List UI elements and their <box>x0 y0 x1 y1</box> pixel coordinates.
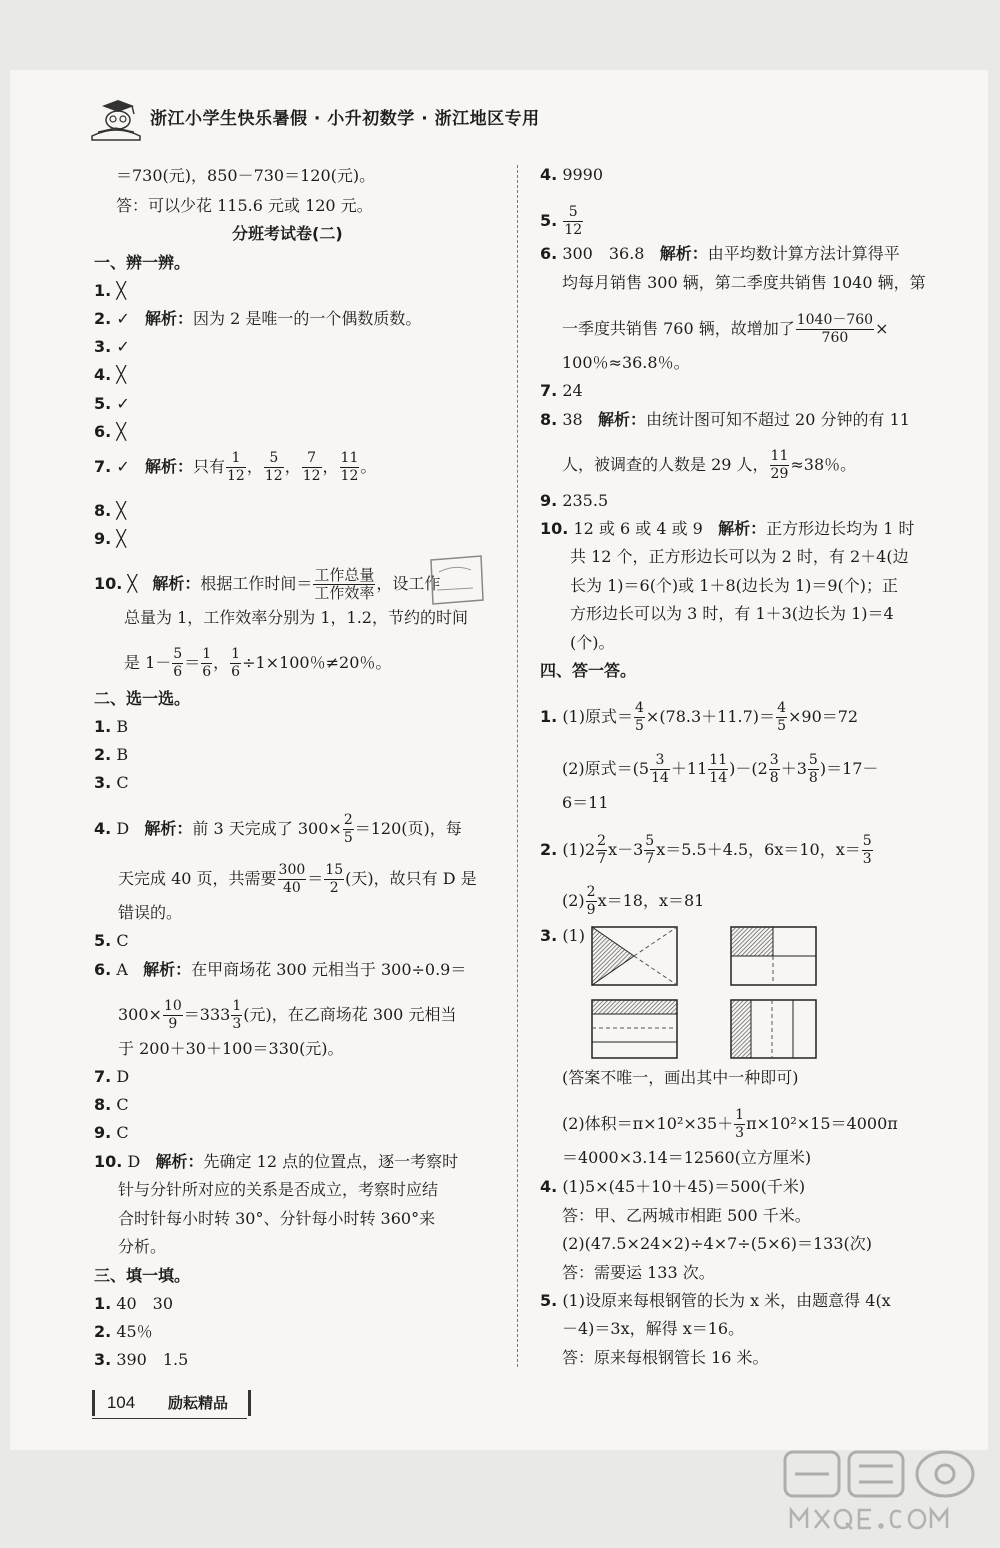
text-fragment: 解析： <box>718 519 767 538</box>
text-fragment: 12 <box>302 468 321 484</box>
text-fragment: )－(2 <box>729 759 768 778</box>
text-line: 方形边长可以为 3 时，有 1＋3(边长为 1)＝4 <box>570 604 894 623</box>
text-fragment: 解析： <box>659 244 708 263</box>
text-fragment: 7 <box>597 851 607 867</box>
text-fragment: 3. <box>94 1350 112 1369</box>
text-fragment: x＝5.5＋4.5，6x＝10，x＝ <box>656 840 861 859</box>
text-fragment: 4 <box>634 700 644 716</box>
text-fragment: 6 <box>173 664 183 680</box>
text-fragment: ✓ <box>116 309 130 328</box>
fraction <box>796 312 874 347</box>
text-fragment: 8. <box>94 1095 112 1114</box>
answer-item <box>94 959 466 981</box>
text-fragment: 工作总量 <box>314 566 375 584</box>
text-fragment: 2 <box>586 884 596 900</box>
text-fragment: 29 <box>770 466 789 482</box>
text-fragment: 解析： <box>144 457 193 476</box>
text-fragment: 1. <box>540 707 558 726</box>
fraction <box>226 450 246 485</box>
text-fragment: (1)设原来每根钢管的长为 x 米，由题意得 4(x <box>562 1291 891 1310</box>
answer-item <box>94 716 128 738</box>
text-fragment: ＝120(页)，每 <box>354 819 462 838</box>
text-fragment: 7. <box>94 457 112 476</box>
text-fragment: ╳ <box>116 422 126 441</box>
text-fragment: 7. <box>540 381 558 400</box>
text-fragment: ✓ <box>116 394 130 413</box>
text-fragment: ╳ <box>116 365 126 384</box>
text-fragment: 9990 <box>562 165 604 184</box>
text-fragment: 6. <box>94 960 112 979</box>
text-fragment: x－3 <box>608 840 644 859</box>
section-heading: 二、选一选。 <box>94 689 191 708</box>
column-divider <box>517 165 518 1367</box>
text-fragment: (1)2 <box>562 840 596 859</box>
text-fragment: ＋11 <box>670 759 708 778</box>
answer-item <box>94 772 129 794</box>
text-fragment: ＝333 <box>183 1005 231 1024</box>
text-fragment: C <box>116 1123 129 1142</box>
answer-item <box>540 409 910 431</box>
text-fragment: 45％ <box>116 1322 153 1341</box>
text-fragment: 1 <box>226 450 246 468</box>
text-line: (个)。 <box>570 633 615 652</box>
fraction <box>734 1107 745 1142</box>
page-number: 104 <box>92 1390 147 1416</box>
text-line <box>562 752 878 787</box>
text-fragment: 7. <box>94 1067 112 1086</box>
text-fragment: 3. <box>94 773 112 792</box>
answer-item <box>94 500 126 522</box>
fraction <box>201 646 212 681</box>
answer-item <box>540 833 874 868</box>
text-line: 均每月销售 300 辆，第二季度共销售 1040 辆，第 <box>562 273 926 292</box>
text-fragment: 1 <box>232 998 242 1014</box>
text-fragment: ＝ <box>307 869 324 888</box>
text-line <box>562 312 888 347</box>
text-fragment: 解析： <box>155 1152 204 1171</box>
answer-item <box>540 164 603 186</box>
text-fragment: 2 <box>329 880 339 896</box>
text-fragment: ≈38％。 <box>790 455 857 474</box>
text-fragment: 6 <box>202 664 212 680</box>
answer-item <box>94 450 376 485</box>
text-line: 针与分针所对应的关系是否成立，考察时应结 <box>118 1180 439 1199</box>
text-line <box>562 884 704 919</box>
text-fragment: 15 <box>325 862 344 878</box>
text-fragment: 11 <box>770 448 789 464</box>
answer-item <box>540 380 583 402</box>
text-fragment: (天)，故只有 D 是 <box>345 869 477 888</box>
text-fragment: 人，被调查的人数是 29 人， <box>562 455 769 474</box>
text-line <box>562 1107 898 1142</box>
text-fragment: ， <box>213 653 230 672</box>
text-fragment: 先确定 12 点的位置点，逐一考察时 <box>203 1152 459 1171</box>
text-fragment: 工作效率 <box>314 584 375 602</box>
fraction <box>313 567 375 602</box>
text-fragment: 6 <box>231 664 241 680</box>
text-fragment: 9. <box>94 1123 112 1142</box>
text-fragment: 40 <box>283 880 301 896</box>
fraction <box>302 450 322 485</box>
text-fragment: ╳ <box>116 529 126 548</box>
text-fragment: × <box>875 319 889 338</box>
text-fragment: ＝ <box>184 653 201 672</box>
text-fragment: B <box>116 717 129 736</box>
text-fragment: 5. <box>540 211 558 230</box>
answer-item <box>94 930 129 952</box>
answer-item <box>540 243 900 265</box>
text-line: (2)(47.5×24×2)÷4×7÷(5×6)＝133(次) <box>562 1234 872 1253</box>
text-fragment: 5 <box>173 646 183 662</box>
fraction <box>163 998 183 1033</box>
text-line <box>118 998 456 1033</box>
text-fragment: 10. <box>540 519 569 538</box>
text-fragment: C <box>116 931 129 950</box>
text-fragment: (1)5×(45＋10＋45)＝500(千米) <box>562 1177 806 1196</box>
text-fragment: 40 30 <box>116 1294 174 1313</box>
text-fragment: 2. <box>540 840 558 859</box>
text-line: 错误的。 <box>118 903 183 922</box>
answer-item <box>94 744 128 766</box>
text-fragment: 12 或 6 或 4 或 9 <box>573 519 703 538</box>
text-fragment: 1. <box>94 281 112 300</box>
text-fragment: 1 <box>231 646 241 662</box>
answer-item <box>94 421 126 443</box>
text-line: 答：需要运 133 次。 <box>562 1263 715 1282</box>
text-fragment: 5 <box>645 833 655 849</box>
answer-item <box>94 1349 188 1371</box>
text-fragment: 5 <box>343 830 353 846</box>
text-fragment: 4. <box>94 365 112 384</box>
fraction <box>808 752 819 787</box>
text-fragment: 一季度共销售 760 辆，故增加了 <box>562 319 795 338</box>
text-fragment: D <box>116 819 130 838</box>
fraction <box>770 448 790 483</box>
fraction <box>340 450 360 485</box>
figure-rect-3 <box>592 1000 677 1058</box>
text-fragment: 解析： <box>144 819 193 838</box>
text-fragment: C <box>116 773 129 792</box>
answer-item <box>94 1094 129 1116</box>
text-fragment: 38 <box>562 410 583 429</box>
answer-item <box>94 567 440 602</box>
fraction <box>231 998 242 1033</box>
text-fragment: 300 36.8 <box>562 244 645 263</box>
text-fragment: 3 <box>769 752 779 768</box>
text-fragment: x＝18，x＝81 <box>597 891 705 910</box>
text-fragment: 5 <box>264 450 284 468</box>
text-line: 分析。 <box>118 1237 167 1256</box>
stamp-seal <box>425 550 487 608</box>
text-fragment: 3 <box>232 1016 242 1032</box>
text-fragment: 300 <box>278 862 306 878</box>
text-fragment: 2. <box>94 745 112 764</box>
text-fragment: 解析： <box>144 309 193 328</box>
text-fragment: ， <box>246 457 263 476</box>
text-fragment: 12 <box>264 468 283 484</box>
answer-item <box>94 812 462 847</box>
text-fragment: 5. <box>540 1291 558 1310</box>
text-fragment: 7 <box>645 851 655 867</box>
answer-item <box>540 1176 805 1198</box>
text-fragment: 解析： <box>143 960 192 979</box>
text-line: ＝730(元)，850－730＝120(元)。 <box>116 166 376 185</box>
text-fragment: ×(78.3＋11.7)＝ <box>645 707 776 726</box>
text-fragment: 1 <box>735 1107 745 1123</box>
header-title: 浙江小学生快乐暑假 · 小升初数学 · 浙江地区专用 <box>150 109 540 129</box>
text-fragment: 390 1.5 <box>116 1350 189 1369</box>
text-fragment: 10 <box>163 998 182 1014</box>
text-fragment: 前 3 天完成了 300× <box>192 819 342 838</box>
answer-item <box>540 700 858 735</box>
fraction <box>324 862 344 897</box>
text-fragment: 9. <box>540 491 558 510</box>
text-fragment: 10. <box>94 1152 123 1171</box>
text-fragment: 3. <box>540 926 558 945</box>
text-fragment: 正方形边长均为 1 时 <box>766 519 915 538</box>
fraction <box>278 862 307 897</box>
section-heading: 四、答一答。 <box>540 661 637 680</box>
fraction <box>862 833 873 868</box>
text-line <box>118 862 477 897</box>
text-fragment: (2)原式＝(5 <box>562 759 650 778</box>
fraction <box>708 752 728 787</box>
text-fragment: 4. <box>540 1177 558 1196</box>
figure-rect-2 <box>731 927 816 985</box>
figure-rect-4 <box>731 1000 816 1058</box>
text-fragment: 4. <box>540 165 558 184</box>
text-fragment: 根据工作时间＝ <box>200 574 313 593</box>
text-fragment: (2) <box>562 891 585 910</box>
text-fragment: 12 <box>227 468 245 484</box>
fraction <box>644 833 655 868</box>
mascot-logo-icon <box>88 98 144 142</box>
text-fragment: D <box>116 1067 130 1086</box>
text-fragment: 1 <box>202 646 212 662</box>
text-fragment: 5 <box>634 718 644 734</box>
section-heading: 一、辨一辨。 <box>94 253 191 272</box>
text-fragment: 2. <box>94 309 112 328</box>
text-fragment: 。 <box>360 457 377 476</box>
fraction <box>596 833 607 868</box>
text-fragment: 12 <box>564 222 583 238</box>
fraction <box>776 700 787 735</box>
text-fragment: 8. <box>94 501 112 520</box>
text-fragment: 760 <box>821 330 849 346</box>
answer-item <box>94 336 130 358</box>
text-fragment: ✓ <box>116 457 130 476</box>
fraction <box>634 700 645 735</box>
text-fragment: 天完成 40 页，共需要 <box>118 869 277 888</box>
text-line: 长为 1)＝6(个)或 1＋8(边长为 1)＝9(个)；正 <box>570 576 899 595</box>
text-fragment: 由统计图可知不超过 20 分钟的有 11 <box>645 410 910 429</box>
text-fragment: ，设工作 <box>376 574 441 593</box>
text-fragment: D <box>127 1152 141 1171</box>
fraction <box>586 884 597 919</box>
watermark-logo <box>777 1446 982 1538</box>
text-fragment: 是 1－ <box>124 653 172 672</box>
text-fragment: 解析： <box>152 574 201 593</box>
text-fragment: ✓ <box>116 337 130 356</box>
text-fragment: π×10²×15＝4000π <box>746 1114 898 1133</box>
text-line: (答案不唯一，画出其中一种即可) <box>562 1068 799 1087</box>
text-line: 总量为 1，工作效率分别为 1，1.2，节约的时间 <box>124 608 468 627</box>
text-fragment: 3 <box>862 851 872 867</box>
text-fragment: 由平均数计算方法计算得平 <box>707 244 900 263</box>
fraction <box>230 646 241 681</box>
text-line: ＝4000×3.14＝12560(立方厘米) <box>562 1148 812 1167</box>
text-fragment: 6. <box>540 244 558 263</box>
page-footer <box>92 1390 302 1420</box>
text-fragment: 5 <box>862 833 872 849</box>
text-fragment: 4. <box>94 819 112 838</box>
text-fragment: 11 <box>340 450 359 466</box>
answer-item <box>94 364 126 386</box>
text-fragment: 11 <box>709 752 728 768</box>
text-fragment: C <box>116 1095 129 1114</box>
answer-item <box>94 1321 153 1343</box>
text-fragment: 4 <box>777 700 786 716</box>
shading-figure <box>588 922 824 1062</box>
text-fragment: 14 <box>651 770 669 786</box>
answer-item <box>94 308 421 330</box>
text-fragment: 3 <box>735 1125 745 1141</box>
text-fragment: 1. <box>94 717 112 736</box>
text-line: 于 200＋30＋100＝330(元)。 <box>118 1039 344 1058</box>
answer-item <box>94 280 126 302</box>
text-fragment: 9 <box>168 1016 178 1032</box>
section-heading: 三、填一填。 <box>94 1266 191 1285</box>
text-fragment: (1)原式＝ <box>562 707 633 726</box>
text-fragment: 7 <box>302 450 322 468</box>
text-line: 6＝11 <box>562 793 609 812</box>
text-line: 答：甲、乙两城市相距 500 千米。 <box>562 1206 811 1225</box>
text-fragment: (2)体积＝π×10²×35＋ <box>562 1114 734 1133</box>
text-fragment: (1) <box>562 926 585 945</box>
answer-item <box>94 1066 129 1088</box>
text-fragment: ╳ <box>127 574 138 593</box>
text-fragment: 5. <box>94 394 112 413</box>
text-fragment: ， <box>322 457 339 476</box>
text-fragment: 1. <box>94 1294 112 1313</box>
text-fragment: 9 <box>586 902 596 918</box>
text-fragment: 8. <box>540 410 558 429</box>
text-fragment: 6. <box>94 422 112 441</box>
fraction <box>563 204 583 239</box>
text-fragment: 2 <box>597 833 607 849</box>
text-fragment: ╳ <box>116 281 126 300</box>
text-fragment: 12 <box>340 468 359 484</box>
answer-item <box>540 1290 891 1312</box>
answer-item <box>540 518 915 540</box>
exam-title: 分班考试卷(二) <box>232 224 343 243</box>
text-fragment: 235.5 <box>562 491 609 510</box>
figure-rect-1 <box>592 927 677 985</box>
text-fragment: 5 <box>777 718 786 734</box>
text-fragment: 300× <box>118 1005 162 1024</box>
text-line: 答：原来每根钢管长 16 米。 <box>562 1348 769 1367</box>
text-line: －4)＝3x，解得 x＝16。 <box>562 1319 745 1338</box>
text-fragment: 2. <box>94 1322 112 1341</box>
text-fragment: (元)，在乙商场花 300 元相当 <box>243 1005 457 1024</box>
text-fragment: ÷1×100％≠20％。 <box>242 653 392 672</box>
text-fragment: 3. <box>94 337 112 356</box>
text-line: 答：可以少花 115.6 元或 120 元。 <box>116 196 373 215</box>
answer-item <box>540 490 608 512</box>
text-fragment: B <box>116 745 129 764</box>
fraction <box>650 752 670 787</box>
text-fragment: ×90＝72 <box>787 707 859 726</box>
text-fragment: 8 <box>769 770 779 786</box>
text-fragment: 5 <box>808 752 818 768</box>
text-fragment: ＋3 <box>780 759 807 778</box>
text-fragment: 10. <box>94 574 123 593</box>
brand-label: 励耘精品 <box>148 1390 251 1416</box>
text-fragment: 3 <box>650 752 670 770</box>
text-fragment: 只有 <box>193 457 226 476</box>
text-fragment: ╳ <box>116 501 126 520</box>
text-fragment: )＝17－ <box>819 759 879 778</box>
text-fragment: 14 <box>709 770 728 786</box>
fraction <box>769 752 780 787</box>
text-fragment: 因为 2 是唯一的一个偶数质数。 <box>193 309 422 328</box>
text-fragment: 1040－760 <box>796 312 874 328</box>
fraction <box>343 812 354 847</box>
text-line: 100％≈36.8％。 <box>562 353 690 372</box>
text-fragment: 9. <box>94 529 112 548</box>
text-fragment: 解析： <box>597 410 646 429</box>
answer-item <box>94 1293 173 1315</box>
text-line: 共 12 个，正方形边长可以为 2 时，有 2＋4(边 <box>570 547 909 566</box>
text-line <box>124 646 391 681</box>
page-header <box>88 98 728 142</box>
text-fragment: 24 <box>562 381 583 400</box>
fraction <box>264 450 284 485</box>
answer-item <box>94 393 130 415</box>
text-fragment: 8 <box>808 770 818 786</box>
answer-item <box>540 925 585 947</box>
fraction <box>172 646 183 681</box>
answer-item <box>94 1151 458 1173</box>
text-fragment: 5. <box>94 931 112 950</box>
text-fragment: 5 <box>563 204 583 222</box>
text-line <box>562 448 856 483</box>
text-fragment: A <box>116 960 128 979</box>
text-line: 合时针每小时转 30°、分针每小时转 360°来 <box>118 1209 436 1228</box>
footer-rule <box>92 1418 247 1419</box>
answer-item <box>540 204 584 239</box>
text-fragment: 2 <box>343 812 353 828</box>
text-fragment: ， <box>284 457 301 476</box>
answer-item <box>94 1122 129 1144</box>
text-fragment: 在甲商场花 300 元相当于 300÷0.9＝ <box>191 960 467 979</box>
answer-item <box>94 528 126 550</box>
